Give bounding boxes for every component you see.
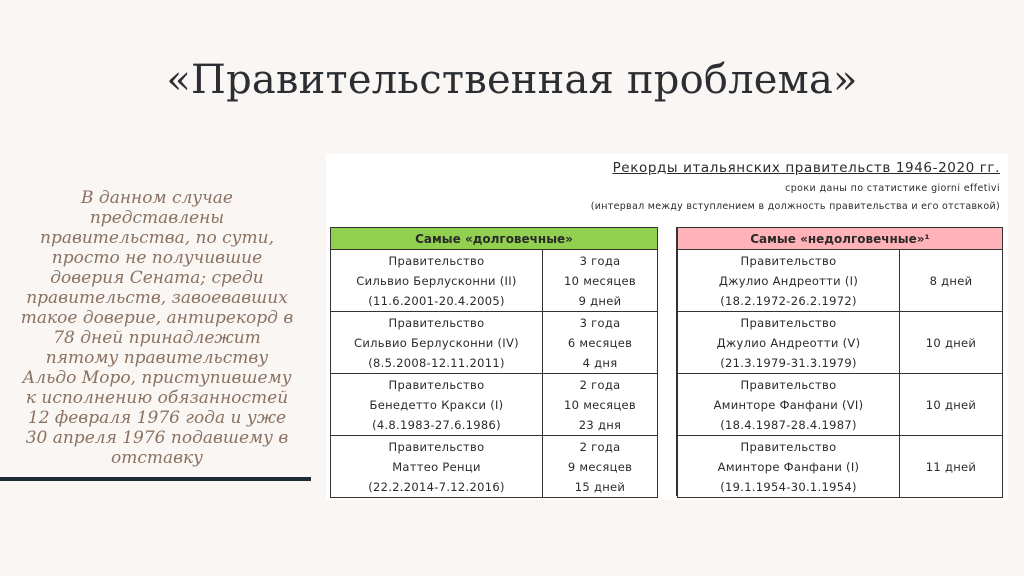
duration-cell [543,374,658,436]
table-row [678,312,1003,374]
duration-months: 9 месяцев [567,459,633,474]
duration-days: 23 дня [578,417,622,432]
duration-cell: 11 дней [900,436,1003,498]
longest-governments-table [330,227,658,498]
government-label: Правительство [388,377,485,392]
government-dates: (22.2.2014-7.12.2016) [368,479,505,494]
duration-years: 3 года [579,253,621,268]
duration-months: 6 месяцев [567,335,633,350]
table-subcaption: сроки даны по статистике giorni effetivi [785,183,1000,194]
duration-days: 9 дней [578,293,622,308]
government-label: Правительство [740,315,837,330]
table-caption: Рекорды итальянских правительств 1946-2020 гг. [612,160,1000,176]
duration-cell: 8 дней [900,250,1003,312]
duration-cell [543,312,658,374]
duration-years: 2 года [579,439,621,454]
government-dates: (21.3.1979-31.3.1979) [720,355,857,370]
table-row [678,374,1003,436]
table-row [678,250,1003,312]
table-row [331,312,658,374]
table-row [331,374,658,436]
duration-cell: 10 дней [900,312,1003,374]
duration-cell [543,436,658,498]
government-dates: (18.2.1972-26.2.1972) [720,293,857,308]
government-dates: (11.6.2001-20.4.2005) [368,293,505,308]
slide-title: «Правительственная проблема» [166,57,858,103]
duration-months: 10 месяцев [564,273,636,288]
government-cell [331,250,543,312]
government-cell [331,436,543,498]
table-row [331,250,658,312]
government-label: Правительство [388,315,485,330]
government-cell [678,312,900,374]
government-cell [678,374,900,436]
government-name: Маттео Ренци [392,459,481,474]
duration-days: 15 дней [574,479,626,494]
government-name: Бенедетто Кракси (I) [369,397,504,412]
government-dates: (19.1.1954-30.1.1954) [720,479,857,494]
divider-bar [0,477,311,481]
duration-years: 3 года [579,315,621,330]
government-cell [331,312,543,374]
government-cell [678,250,900,312]
government-name: Аминторе Фанфани (VI) [713,397,864,412]
government-label: Правительство [740,253,837,268]
table-spacer-column [657,227,677,496]
government-name: Аминторе Фанфани (I) [717,459,860,474]
duration-years: 2 года [579,377,621,392]
government-dates: (8.5.2008-12.11.2011) [368,355,505,370]
government-name: Джулио Андреотти (V) [716,335,861,350]
government-cell [678,436,900,498]
shortest-governments-table [677,227,1003,498]
government-label: Правительство [740,439,837,454]
government-name: Сильвио Берлусконни (II) [356,273,517,288]
government-dates: (18.4.1987-28.4.1987) [720,417,857,432]
government-label: Правительство [740,377,837,392]
duration-days: 4 дня [582,355,618,370]
government-name: Сильвио Берлусконни (IV) [354,335,519,350]
table-note: (интервал между вступлением в должность правительства и его отставкой) [590,201,1000,212]
table-row [678,436,1003,498]
duration-cell [543,250,658,312]
government-name: Джулио Андреотти (I) [718,273,859,288]
table-row [331,436,658,498]
slide-description: В данном случае представлены правительства, по сути, просто не получившие доверия Сената; среди правительств, завоевавших такое доверие, антирекорд в 78 дней принадлежит пятому правительству Альдо Моро, приступившему к исполнению обязанностей 12 февраля 1976 года и уже 30 апреля 1976 подавшему в отставку [20,188,294,468]
duration-months: 10 месяцев [564,397,636,412]
government-cell [331,374,543,436]
duration-cell: 10 дней [900,374,1003,436]
government-label: Правительство [388,439,485,454]
government-label: Правительство [388,253,485,268]
government-dates: (4.8.1983-27.6.1986) [372,417,501,432]
records-table-image [326,154,1008,500]
longest-header: Самые «долговечные» [331,228,658,250]
shortest-header: Самые «недолговечные»¹ [678,228,1003,250]
